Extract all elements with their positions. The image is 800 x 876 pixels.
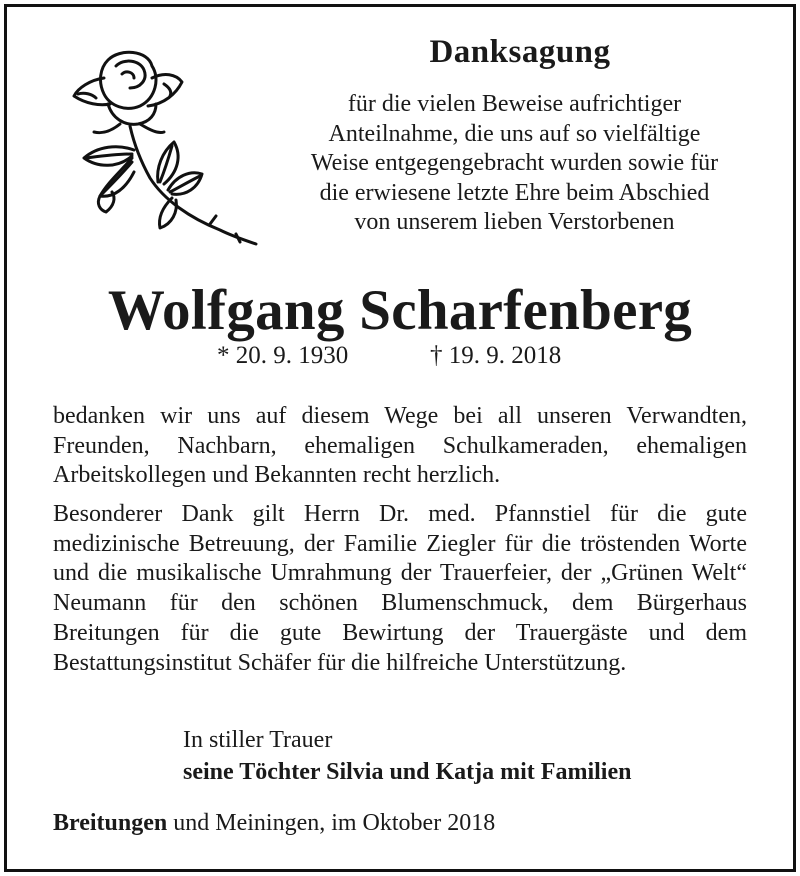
thanks-paragraph: bedanken wir uns auf diesem Wege bei all unseren Verwandten, Freunden, Nachbarn, ehemaligen Schulkameraden, ehemaligen Arbeitskollegen und Bekannten recht herzlich. bbox=[53, 403, 747, 489]
death-date: † 19. 9. 2018 bbox=[430, 342, 562, 369]
birth-date: * 20. 9. 1930 bbox=[217, 342, 349, 369]
place-date-rest: und Meiningen, im Oktober 2018 bbox=[167, 810, 496, 836]
intro-line: von unserem lieben Verstorbenen bbox=[354, 209, 675, 235]
special-thanks-paragraph: Besonderer Dank gilt Herrn Dr. med. Pfannstiel für die gute medizinische Betreuung, der Familie Ziegler für die tröstenden Worte und die musikalische Umrahmung der Trauerfeier, der „Grünen Welt“ Neumann für den schönen Blumenschmuck, dem Bürgerhaus Breitungen für die gute Bewirtung der Trauergäste und dem Bestattungsinstitut Schäfer für die hilfreiche Unterstützung. bbox=[53, 501, 747, 676]
rose-icon bbox=[60, 48, 265, 258]
place-town: Breitungen bbox=[53, 810, 168, 836]
place-date bbox=[53, 810, 495, 837]
deceased-name: Wolfgang Scharfenberg bbox=[107, 279, 693, 342]
heading-title: Danksagung bbox=[429, 34, 611, 70]
intro-line: Anteilnahme, die uns auf so vielfältige bbox=[328, 120, 701, 147]
signature-intro: In stiller Trauer bbox=[183, 727, 333, 753]
intro-text bbox=[262, 90, 767, 238]
intro-line: die erwiesene letzte Ehre beim Abschied bbox=[319, 179, 710, 206]
intro-line: Weise entgegengebracht wurden sowie für bbox=[310, 150, 719, 176]
intro-line: für die vielen Beweise aufrichtiger bbox=[347, 91, 682, 117]
signature-names: seine Töchter Silvia und Katja mit Familien bbox=[183, 759, 632, 785]
